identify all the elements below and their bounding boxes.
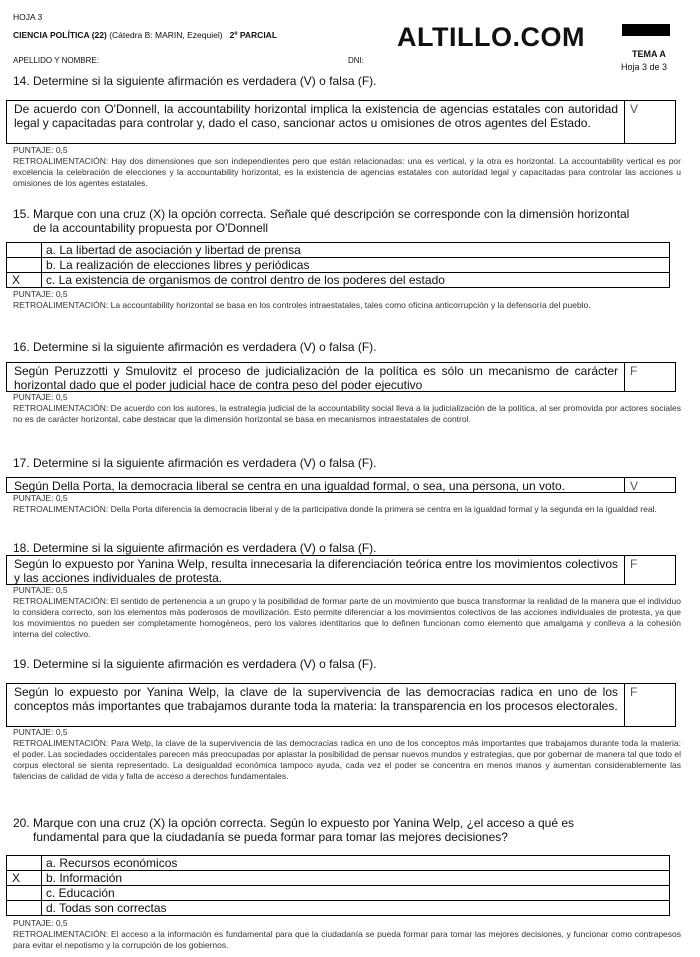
question-15-prompt-line1: 15. Marque con una cruz (X) la opción correcta. Señale qué descripción se corresponde con la dimensión horizontal <box>13 207 630 221</box>
question-17-box <box>6 477 676 493</box>
site-logo: ALTILLO.COM <box>397 22 585 52</box>
question-17-prompt: 17. Determine si la siguiente afirmación es verdadera (V) o falsa (F). <box>13 456 377 470</box>
question-19-answer[interactable]: F <box>630 685 638 699</box>
question-20-score: PUNTAJE: 0,5 <box>13 918 68 928</box>
option-row[interactable] <box>7 243 670 258</box>
question-14-score: PUNTAJE: 0,5 <box>13 145 68 155</box>
question-17-score: PUNTAJE: 0,5 <box>13 493 68 503</box>
question-20-options <box>6 855 670 916</box>
question-16-retro: RETROALIMENTACIÓN: De acuerdo con los autores, la estrategia judicial de la accountability social lleva a la judicialización de la política, al ser promovida por actores sociales no es de carácter horizontal, cabe destacar que la dimensión horizontal se basa en mecanismos intraestatales de control. <box>13 403 681 424</box>
option-mark[interactable] <box>7 856 42 871</box>
question-17-feedback <box>13 493 681 515</box>
course-name: CIENCIA POLÍTICA (22) <box>13 30 107 40</box>
question-15-score: PUNTAJE: 0,5 <box>13 289 68 299</box>
question-17-answer[interactable]: V <box>630 479 639 493</box>
question-15-prompt-line2: de la accountability propuesta por O'Donnell <box>33 221 269 235</box>
sheet-label: HOJA 3 <box>13 12 43 22</box>
question-20-feedback <box>13 918 681 951</box>
question-14-retro: RETROALIMENTACIÓN: Hay dos dimensiones que son independientes pero que están relacionadas: una es vertical, y la otra es horizontal. La accountability vertical es por excelencia la celebración de elecciones y la accountability horizontal, es la existencia de agencias estatales con autoridad legal y capacitadas para controlar las acciones u omisiones de los agentes estatales. <box>13 156 681 188</box>
course-line <box>13 30 277 40</box>
option-row[interactable] <box>7 258 670 273</box>
question-14-statement: De acuerdo con O'Donnell, la accountability horizontal implica la existencia de agencias estatales con autoridad legal y capacitadas para controlar y, dado el caso, sancionar actos u omisiones de otros agentes del Estado. <box>7 101 625 143</box>
question-17-statement: Según Della Porta, la democracia liberal se centra en una igualdad formal, o sea, una persona, un voto. <box>7 478 625 492</box>
option-mark[interactable] <box>7 901 42 916</box>
question-16-prompt: 16. Determine si la siguiente afirmación es verdadera (V) o falsa (F). <box>13 340 377 354</box>
option-mark[interactable] <box>7 258 42 273</box>
question-18-prompt: 18. Determine si la siguiente afirmación es verdadera (V) o falsa (F). <box>13 541 377 555</box>
option-text: a. Recursos económicos <box>42 856 670 871</box>
question-18-box <box>6 555 676 585</box>
question-17-retro: RETROALIMENTACIÓN: Della Porta diferencia la democracia liberal y de la participativa donde la primera se centra en la igualdad formal y la segunda en la igualdad real. <box>13 504 657 514</box>
question-20-prompt <box>13 816 673 844</box>
question-19-box <box>6 683 676 727</box>
question-20-retro: RETROALIMENTACIÓN: El acceso a la información es fundamental para que la ciudadanía se pueda formar para tomar las mejores decisiones, y funcionar como contrapesos para evitar el nepotismo y la corrupción de los gobiernos. <box>13 929 681 950</box>
question-18-feedback <box>13 585 681 640</box>
question-16-score: PUNTAJE: 0,5 <box>13 392 68 402</box>
question-15-feedback <box>13 289 681 311</box>
question-20-prompt-line2: fundamental para que la ciudadanía se pueda formar para tomar las mejores decisiones? <box>33 830 508 844</box>
option-mark[interactable] <box>7 243 42 258</box>
question-19-score: PUNTAJE: 0,5 <box>13 727 68 737</box>
question-19-prompt: 19. Determine si la siguiente afirmación es verdadera (V) o falsa (F). <box>13 657 377 671</box>
option-mark[interactable]: X <box>7 273 42 288</box>
question-18-statement: Según lo expuesto por Yanina Welp, resulta innecesaria la diferenciación teórica entre los movimientos colectivos y las acciones individuales de protesta. <box>7 556 625 584</box>
question-14-answer[interactable]: V <box>630 102 639 116</box>
question-19-feedback <box>13 727 681 782</box>
question-14-feedback <box>13 145 681 189</box>
option-text: c. La existencia de organismos de control dentro de los poderes del estado <box>42 273 670 288</box>
question-16-statement: Según Peruzzotti y Smulovitz el proceso de judicialización de la política es sólo un mecanismo de carácter horizontal dado que el poder judicial hace de contra peso del poder ejecutivo <box>7 363 625 391</box>
question-18-score: PUNTAJE: 0,5 <box>13 585 68 595</box>
question-16-answer[interactable]: F <box>630 364 638 378</box>
option-text: b. Información <box>42 871 670 886</box>
question-19-retro: RETROALIMENTACIÓN: Para Welp, la clave de la supervivencia de las democracias radica en uno de los conceptos más importantes que trabajamos durante toda la materia: el poder. Las sociedades occidentales parecen más preocupadas por aplastar la posibilidad de pensar nuevos mundos y estrategias, que por gobernar de manera tal que todo el corpus electoral se sienta representado. La desigualdad económica tampoco ayuda, cada vez el poder se concentra en menos manos y aumentan considerablemente las falencias de calidad de vida y falta de acceso a derechos fundamentales. <box>13 738 681 781</box>
option-mark[interactable]: X <box>7 871 42 886</box>
option-row[interactable] <box>7 886 670 901</box>
catedra: (Cátedra B: MARIN, Ezequiel) <box>109 30 223 40</box>
option-row[interactable] <box>7 871 670 886</box>
question-20-prompt-line1: 20. Marque con una cruz (X) la opción correcta. Según lo expuesto por Yanina Welp, ¿el acceso a qué es <box>13 816 574 830</box>
option-text: d. Todas son correctas <box>42 901 670 916</box>
option-mark[interactable] <box>7 886 42 901</box>
dni-label: DNI: <box>348 56 364 65</box>
page-count: Hoja 3 de 3 <box>621 62 668 72</box>
name-label: APELLIDO Y NOMBRE: <box>13 56 99 65</box>
option-text: a. La libertad de asociación y libertad de prensa <box>42 243 670 258</box>
black-bar <box>622 24 670 36</box>
question-14-box <box>6 100 676 144</box>
question-14-prompt: 14. Determine si la siguiente afirmación es verdadera (V) o falsa (F). <box>13 74 377 88</box>
question-15-retro: RETROALIMENTACIÓN: La accountability horizontal se basa en los controles intraestatales, tales como oficina anticorrupción y la defensoría del pueblo. <box>13 300 591 310</box>
option-row[interactable] <box>7 901 670 916</box>
question-16-feedback <box>13 392 681 425</box>
option-text: c. Educación <box>42 886 670 901</box>
question-18-retro: RETROALIMENTACIÓN: El sentido de pertenencia a un grupo y la posibilidad de formar parte de un movimiento que busca transformar la realidad de la manera que el individuo lo considera correcto, son los elementos más poderosos de movilización. Esto permite diferenciar a los movimientos colectivos de las acciones individuales de protesta, ya que los movimientos no pueden ser completamente homogéneos, pero los valores identitarios que lo definen funcionan como elemento que amalgama y conlleva a la cohesión interna del colectivo. <box>13 596 681 639</box>
question-15-prompt <box>13 207 673 235</box>
exam-name: 2º PARCIAL <box>229 30 278 40</box>
question-16-box <box>6 362 676 392</box>
option-row[interactable] <box>7 856 670 871</box>
option-text: b. La realización de elecciones libres y periódicas <box>42 258 670 273</box>
tema-label: TEMA A <box>632 49 666 59</box>
question-18-answer[interactable]: F <box>630 557 638 571</box>
question-19-statement: Según lo expuesto por Yanina Welp, la clave de la supervivencia de las democracias radica en uno de los conceptos más importantes que trabajamos durante toda la materia: la transparencia en los procesos electorales. <box>7 684 625 726</box>
option-row[interactable] <box>7 273 670 288</box>
question-15-options <box>6 242 670 288</box>
